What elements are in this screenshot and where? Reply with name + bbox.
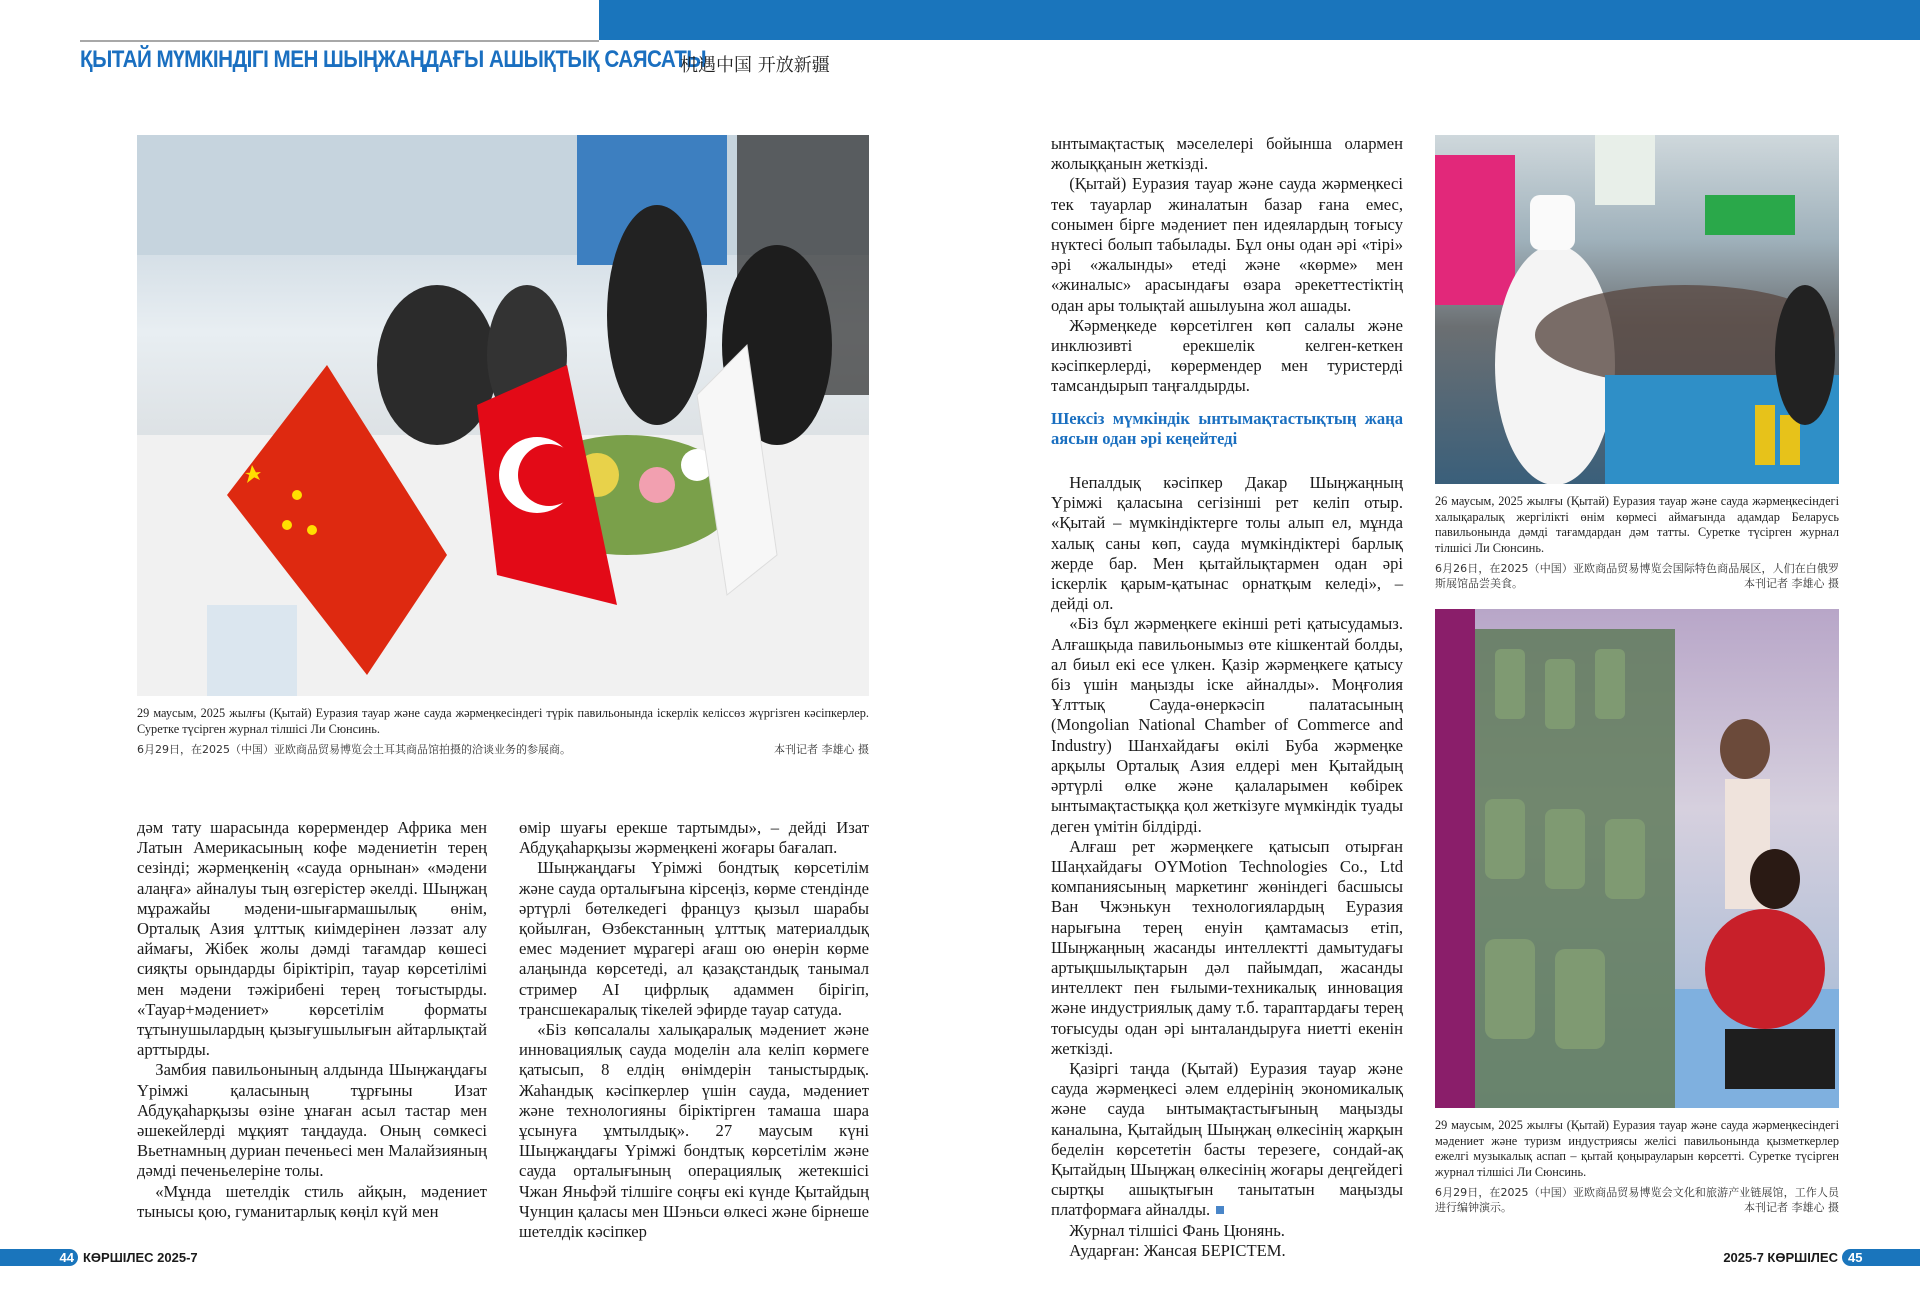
section-title-kz: ҚЫТАЙ МҮМКІНДІГІ МЕН ШЫҢЖАҢДАҒЫ АШЫҚТЫҚ САЯСАТЫ bbox=[80, 46, 707, 73]
paragraph: Алғаш рет жәрмеңкеге қатысып отырған Шаңхайдағы OYMotion Technologies Co., Ltd компаниясының маркетинг жөніндегі басшысы Ван Чжэнькун технологиялардың Еуразия нарығына терең енуін қамтамасыз етіп, Шыңжаңның жасанды интеллектті дамытудағы артықшылықтарын дәл пайымдап, жасанды интеллект пен ғылыми-техникалық инновация және индустриялық даму т.б. тараптардағы терең тоғысуды одан әрі ынталандыруға ниетті екенін жеткізді. bbox=[1051, 836, 1403, 1058]
byline-translator: Аударған: Жансая БЕРІСТЕМ. bbox=[1069, 1240, 1286, 1260]
magazine-label-right: 2025-7 КӨРШІЛЕС bbox=[1723, 1250, 1838, 1265]
photo-scene bbox=[137, 135, 869, 696]
caption-kz: 29 маусым, 2025 жылғы (Қытай) Еуразия тауар және сауда жәрмеңкесіндегі мәдениет және туризм индустриясы желісі павильонында қызметкерлер ежелгі музыкалық аспап – қытай қоңырауларын көрсетті. Суретке түсірген журнал тілшісі Ли Сюнсинь. bbox=[1435, 1118, 1839, 1179]
end-mark-icon bbox=[1216, 1206, 1224, 1214]
header-divider bbox=[80, 40, 599, 42]
photo-scene bbox=[1435, 609, 1839, 1108]
paragraph: ынтымақтастық мәселелері бойынша олармен жолыққанын жеткізді. bbox=[1051, 134, 1403, 174]
photo-credit: 本刊记者 李雄心 摄 bbox=[1744, 577, 1839, 590]
section-title bbox=[80, 46, 830, 76]
paragraph: «Біз бұл жәрмеңкеге екінші реті қатысудамыз. Алғашқыда павильонымыз өте кішкентай болды, ал биыл екі есе үлкен. Қазір жәрмеңкеге қатысу біз үшін маңызды іске айналды». Моңғолия Ұлттық Сауда-өнеркәсіп палатасының (Mongolian National Chamber of Commerce and Industry) Шанхайдағы өкілі Буба жәрмеңке арқылы Орталық Азия елдері мен Қытайдың әртүрлі өлке және қалаларымен көбірек ынтымақтастыққа қол жеткізуге мүмкіндік туады деген үмітін білдірді. bbox=[1051, 614, 1403, 836]
paragraph: Непалдық кәсіпкер Дакар Шыңжаңның Үрімжі қаласына сегізінші рет келіп отыр. «Қытай – мүмкіндіктерге толы алып ел, мұнда халық саны көп, сауда мүмкіндіктері барлық жерде бар. Мен қытайлықтармен одан әрі іскерлік қарым-қатынас орнатқым келеді», – дейді ол. bbox=[1051, 473, 1403, 614]
paragraph: Шыңжаңдағы Үрімжі бондтық көрсетілім және сауда орталығына кірсеңіз, көрме стендінде әртүрлі бөтелкедегі француз қызыл шарабы қойылған, Өзбекстанның ұлттық материалдық емес мәдениет мұрагері ағаш ою өнерін көрме алаңында көрсетеді, ал қазақстандық танымал стример AI цифрлық адаммен бірігіп, трансшекаралық тікелей эфирде тауар сатуда. bbox=[519, 858, 869, 1019]
paragraph: дәм тату шарасында көрермендер Африка мен Латын Америкасының кофе мәдениетін терең сезінді; жәрмеңкенің «сауда орнынан» «мәдени алаңға» айналуы тың өзгерістер әкелді. Шыңжаң мұражайы мәдени-шығармашылық өнім, Орталық Азия ұлттық киімдерінен ләззат алу аймағы, Жібек жолы дәмді тағамдар көшесі сияқты орындарды біріктіріп, тауар көрсетілімі мен мәдени тәжірибені терең тоғыстырды. «Тауар+мәдениет» көрсетілім форматы тұтынушылардың қызығушылығын айтарлықтай арттырды. bbox=[137, 818, 487, 1060]
paragraph: (Қытай) Еуразия тауар және сауда жәрмеңкесі тек тауарлар жиналатын базар ғана емес, сонымен бірге мәдениет пен идеялардың тоғысу нүктесі болып табылады. Бұл оны одан әрі «тірі» әрі «жалынды» етеді және «көрме» мен «жиналыс» арасындағы өзара әрекеттестіктің одан ары толықтай ашылуына жол ашады. bbox=[1051, 174, 1403, 315]
paragraph: Жәрмеңкеде көрсетілген көп салалы және инклюзивті ерекшелік келген-кеткен кәсіпкерлерді, көрермендер мен туристерді тамсандырып таңғалдырды. bbox=[1051, 315, 1403, 396]
paragraph: Замбия павильонының алдында Шыңжаңдағы Үрімжі қаласының тұрғыны Изат Абдуқаһарқызы өзіне ұнаған асыл тастар мен әшекейлерді мұқият таңдауда. Оның сөмкесі Вьетнамның дуриан печеньесі мен Малайзияның дәмді печеньелеріне толы. bbox=[137, 1060, 487, 1181]
byline-author: Журнал тілшісі Фань Цюнянь. bbox=[1069, 1220, 1285, 1240]
paragraph: Қазіргі таңда (Қытай) Еуразия тауар және сауда жәрмеңкесі әлем елдерінің экономикалық және сауда ынтымақтастығының маңызды каналына, Қытайдың Шыңжаң өлкесінің жарқын беделін көрсететін басты терезеге, сондай-ақ Қытайдың Шыңжаң өлкесінің жоғары деңгейдегі сыртқы ашықтығын танытатын маңызды платформаға айналды. bbox=[1051, 1058, 1403, 1220]
paragraph: «Мұнда шетелдік стиль айқын, мәдениет тынысы қою, гуманитарлық көңіл күй мен bbox=[137, 1181, 487, 1221]
footer-right bbox=[1700, 1249, 1920, 1266]
article-column-1 bbox=[137, 818, 487, 1222]
header-accent-bar bbox=[599, 0, 1920, 40]
photo-belarus-pavilion bbox=[1435, 135, 1839, 484]
paragraph: өмір шуағы ерекше тартымды», – дейді Изат Абдуқаһарқызы жәрмеңкені жоғары бағалап. bbox=[519, 818, 869, 858]
caption-kz: 29 маусым, 2025 жылғы (Қытай) Еуразия тауар және сауда жәрмеңкесіндегі түрік павильонында іскерлік келіссөз жүргізген кәсіпкерлер. Суретке түсірген журнал тілшісі Ли Сюнсинь. bbox=[137, 706, 869, 736]
section-title-zh: 机遇中国 开放新疆 bbox=[680, 55, 830, 76]
photo-scene bbox=[1435, 135, 1839, 484]
photo-caption-right-top bbox=[1435, 494, 1839, 591]
article-column-2 bbox=[519, 818, 869, 1242]
caption-kz: 26 маусым, 2025 жылғы (Қытай) Еуразия тауар және сауда жәрмеңкесіндегі халықаралық жергілікті өнім көрмесі аймағында адамдар Беларусь павильонында дәмді тағамдардан дәм татты. Суретке түсірген журнал тілшісі Ли Сюнсинь. bbox=[1435, 494, 1839, 555]
page-number-right: 45 bbox=[1842, 1249, 1920, 1266]
photo-bianzhong-bells bbox=[1435, 609, 1839, 1108]
article-column-3 bbox=[1051, 134, 1403, 1261]
photo-turkish-pavilion bbox=[137, 135, 869, 696]
caption-zh: 本刊记者 李雄心 摄 6月29日，在2025（中国）亚欧商品贸易博览会土耳其商品馆拍摄的洽谈业务的参展商。 bbox=[137, 743, 869, 756]
photo-credit: 本刊记者 李雄心 摄 bbox=[774, 743, 869, 756]
caption-zh: 6月26日，在2025（中国）亚欧商品贸易博览会国际特色商品展区，人们在白俄罗斯展馆品尝美食。 本刊记者 李雄心 摄 bbox=[1435, 562, 1839, 590]
photo-caption-right-bottom bbox=[1435, 1118, 1839, 1215]
photo-caption-left bbox=[137, 706, 869, 757]
magazine-label-left: КӨРШІЛЕС 2025-7 bbox=[83, 1250, 198, 1265]
page-number-left: 44 bbox=[0, 1249, 78, 1266]
article-subheading: Шексіз мүмкіндік ынтымақтастықтың жаңа аясын одан әрі кеңейтеді bbox=[1051, 408, 1403, 448]
paragraph: «Біз көпсалалы халықаралық мәдениет және инновациялық сауда моделін ала келіп көрмеге қатысып, 8 елдің өнімдерін таныстырдық. Жаһандық кәсіпкерлер үшін сауда, мәдениет және технологияны біріктірген тамаша шара ұсынуға ұмтылдық». 27 маусым күні Шыңжаңдағы Үрімжі бондтық көрсетілім және сауда орталығының операциялық жетекшісі Чжан Яньфэй тілшіге соңғы екі күнде Қытайдың Чунцин қаласы мен Шэньси өлкесі және бірнеше шетелдік кәсіпкер bbox=[519, 1020, 869, 1242]
caption-zh: 6月29日，在2025（中国）亚欧商品贸易博览会文化和旅游产业链展馆，工作人员进行编钟演示。 本刊记者 李雄心 摄 bbox=[1435, 1186, 1839, 1214]
photo-credit: 本刊记者 李雄心 摄 bbox=[1744, 1201, 1839, 1214]
